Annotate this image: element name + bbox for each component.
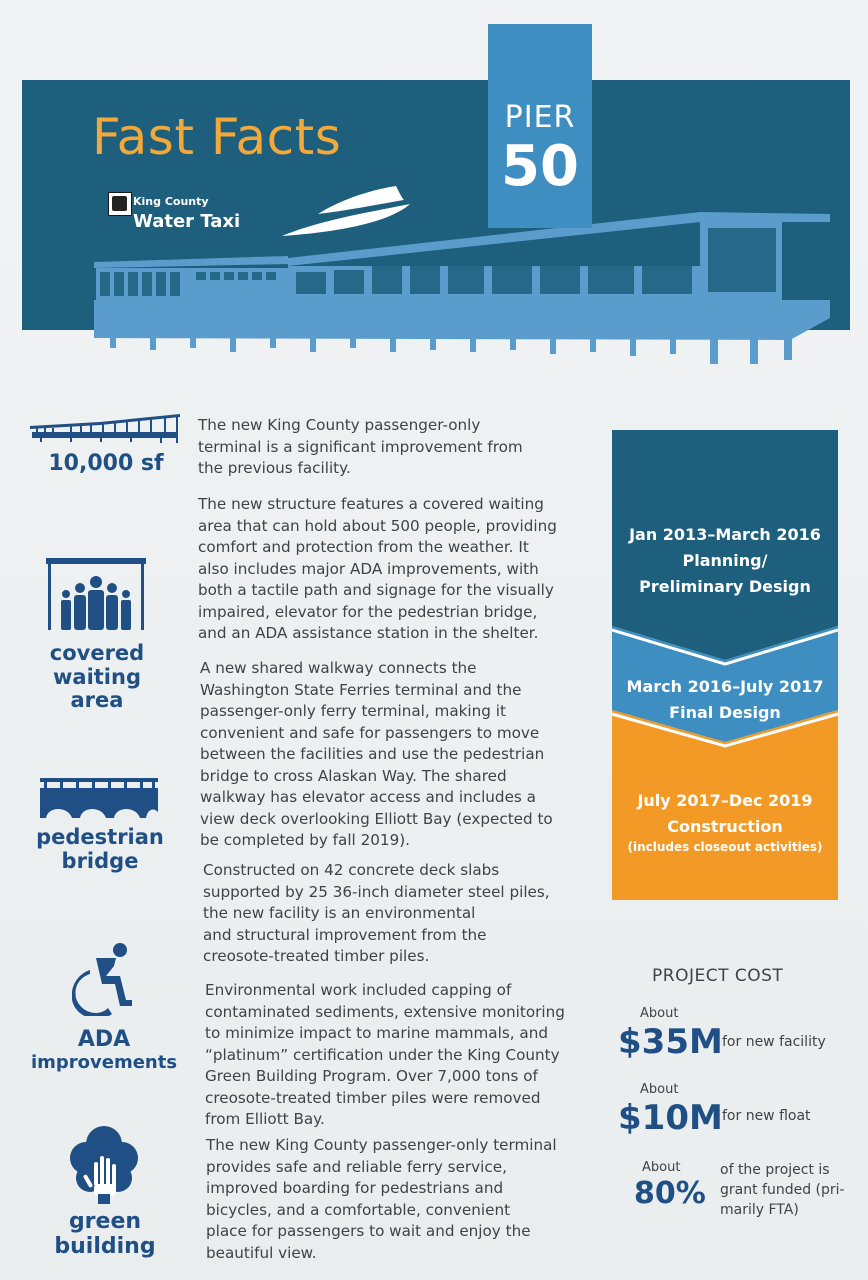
timeline-phase-1: Jan 2013–March 2016 Planning/ Preliminary Design [629,525,821,596]
cost-1-desc: for new facility [722,1034,826,1050]
pedestrian-bridge-label: pedestrian bridge [36,825,164,873]
paragraph-structure: The new structure features a covered waiting area that can hold about 500 people, providing comfort and protection from the weather. It also includes major ADA improvements, with both a tactile path and signage for the visually impaired, elevator for the pedestrian bridge, and an ADA assistance station in the shelter. [198,495,557,642]
cost-1-prefix: About [640,1006,679,1021]
cost-2-amount: $10M [618,1098,723,1138]
cost-3-desc: of the project is grant funded (pri- marily FTA) [720,1162,845,1218]
paragraph-construction: Constructed on 42 concrete deck slabs supported by 25 36-inch diameter steel piles, the new facility is an environmental and structural improvement from the creosote-treated timber piles. [203,861,550,965]
page-title: Fast Facts [92,108,342,166]
paragraph-environmental: Environmental work included capping of contaminated sediments, extensive monitoring to minimize impact to marine mammals, and “platinum” certification under the King County Green Building Program. Over 7,000 tons of creosote-treated timber piles were removed from Elliott Bay. [205,981,565,1128]
paragraph-summary: The new King County passenger-only terminal provides safe and reliable ferry service, improved boarding for pedestrians and bicycles, and a comfortable, convenient place for passengers to wait and enjoy the beautiful view. [206,1136,557,1262]
cost-2-prefix: About [640,1082,679,1097]
pier-number: 50 [501,134,579,199]
pier-word: PIER [504,100,576,135]
area-label: 10,000 sf [48,451,164,476]
paragraph-walkway: A new shared walkway connects the Washington State Ferries terminal and the passenger-only ferry terminal, making it convenient and safe for passengers to move between the facilities and use the pedestrian bridge to cross Alaskan Way. The shared walkway has elevator access and includes a view deck overlooking Elliott Bay (expected to be completed by fall 2019). [200,659,553,849]
timeline-phase-3: July 2017–Dec 2019 Construction (includes closeout activities) [627,791,823,854]
cost-3-prefix: About [642,1160,681,1175]
ada-improvements-label: ADA improvements [30,1027,178,1073]
cost-2-desc: for new float [722,1108,811,1124]
timeline-phase-2: March 2016–July 2017 Final Design [626,677,824,722]
project-cost-heading: PROJECT COST [652,966,784,986]
green-building-label: green building [54,1209,156,1259]
paragraph-intro: The new King County passenger-only terminal is a significant improvement from the previous facility. [198,416,523,477]
tree-hand-icon [68,1124,140,1204]
logo-text-big: Water Taxi [133,211,241,232]
logo-text-small: King County [133,195,209,208]
cost-1-amount: $35M [618,1022,723,1062]
wheelchair-icon [72,942,134,1016]
cost-3-amount: 80% [634,1176,706,1211]
covered-waiting-area-label: covered waiting area [49,641,145,713]
